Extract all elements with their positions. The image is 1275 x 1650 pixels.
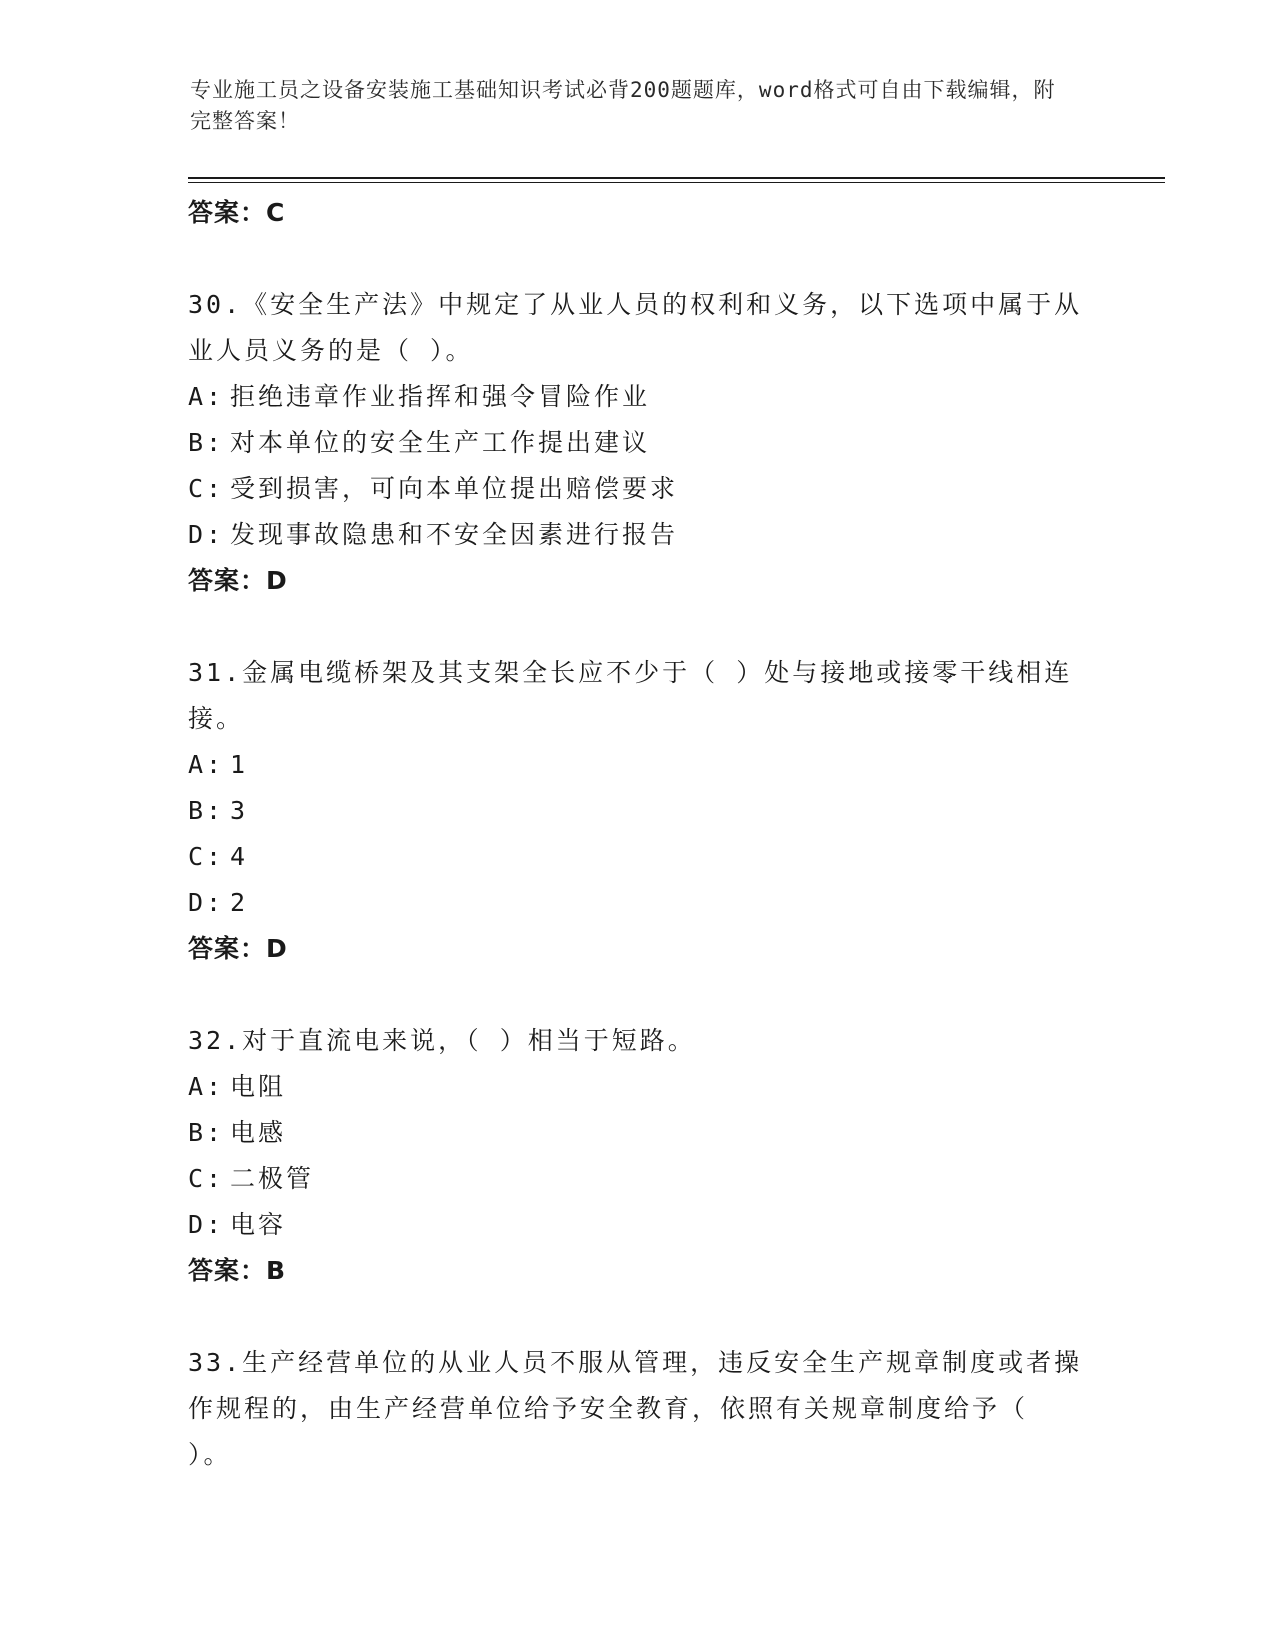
question-list [188,190,1088,1478]
option-text: 电感 [230,1118,287,1147]
option-letter: C: [188,1164,225,1193]
question-31 [188,650,1088,972]
option-text: 对本单位的安全生产工作提出建议 [230,428,651,457]
option-letter: C: [188,842,225,871]
option-d [188,1202,1088,1248]
option-text: 4 [230,842,249,871]
option-letter: D: [188,1210,225,1239]
question-32 [188,1018,1088,1294]
answer-label: 答案：B [188,1256,287,1285]
option-text: 发现事故隐患和不安全因素进行报告 [230,520,679,549]
option-text: 2 [230,888,249,917]
question-text: 31.金属电缆桥架及其支架全长应不少于（ ）处与接地或接零干线相连接。 [188,658,1073,733]
option-letter: D: [188,520,225,549]
question-30 [188,282,1088,604]
option-letter: D: [188,888,225,917]
option-text: 电阻 [230,1072,287,1101]
option-letter: A: [188,750,225,779]
option-letter: A: [188,382,225,411]
answer-label: 答案：D [188,566,288,595]
document-header: 专业施工员之设备安装施工基础知识考试必背200题题库，word格式可自由下载编辑，附完整答案！ [190,78,1056,133]
option-text: 3 [230,796,249,825]
option-letter: C: [188,474,225,503]
option-letter: B: [188,796,225,825]
option-b [188,1110,1088,1156]
answer-label: 答案：D [188,934,288,963]
previous-answer: 答案：C [188,198,286,227]
header-divider-thick [188,177,1165,179]
option-c [188,834,1088,880]
option-text: 二极管 [230,1164,315,1193]
question-text: 33.生产经营单位的从业人员不服从管理，违反安全生产规章制度或者操作规程的，由生产经营单位给予安全教育，依照有关规章制度给予（ ）。 [188,1348,1083,1469]
option-d [188,512,1088,558]
option-d [188,880,1088,926]
option-letter: B: [188,428,225,457]
question-33 [188,1340,1088,1478]
option-a [188,374,1088,420]
option-letter: B: [188,1118,225,1147]
option-c [188,1156,1088,1202]
option-text: 拒绝违章作业指挥和强令冒险作业 [230,382,651,411]
option-c [188,466,1088,512]
option-b [188,420,1088,466]
option-text: 电容 [230,1210,287,1239]
option-a [188,1064,1088,1110]
option-b [188,788,1088,834]
question-text: 32.对于直流电来说，（ ）相当于短路。 [188,1026,696,1055]
option-a [188,742,1088,788]
option-text: 1 [230,750,249,779]
option-text: 受到损害，可向本单位提出赔偿要求 [230,474,679,503]
question-text: 30.《安全生产法》中规定了从业人员的权利和义务，以下选项中属于从业人员义务的是（ ）。 [188,290,1083,365]
option-letter: A: [188,1072,225,1101]
header-divider-thin [188,182,1165,183]
